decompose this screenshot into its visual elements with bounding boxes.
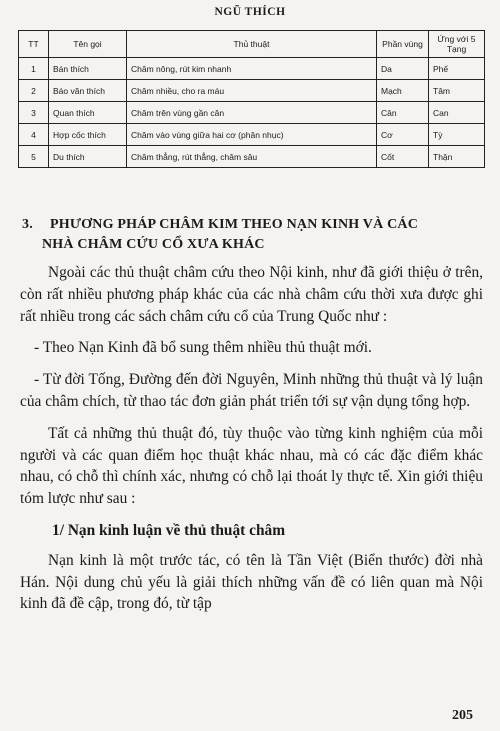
cell-tt: 2 — [19, 80, 49, 102]
cell-phan-vung: Mạch — [377, 80, 429, 102]
cell-ten-goi: Quan thích — [49, 102, 127, 124]
ngu-thich-table — [18, 30, 485, 168]
table-row — [19, 58, 485, 80]
table-row — [19, 124, 485, 146]
page-number: 205 — [452, 708, 473, 723]
cell-ten-goi: Hợp cốc thích — [49, 124, 127, 146]
cell-ung-voi: Tỳ — [429, 124, 485, 146]
cell-thu-thuat: Châm trên vùng gần cân — [127, 102, 377, 124]
paragraph-intro: Ngoài các thủ thuật châm cứu theo Nội kinh, như đã giới thiệu ở trên, còn rất nhiều phương pháp khác của các nhà châm cứu thời xưa được ghi rất nhiều trong các sách châm cứu cổ của Trung Quốc như : — [20, 264, 483, 325]
table-row — [19, 102, 485, 124]
cell-ten-goi: Du thích — [49, 146, 127, 168]
table-header-row — [19, 31, 485, 58]
cell-phan-vung: Cốt — [377, 146, 429, 168]
header-thu-thuat: Thủ thuật — [127, 31, 377, 58]
cell-ung-voi: Thận — [429, 146, 485, 168]
cell-ten-goi: Bán thích — [49, 58, 127, 80]
cell-tt: 4 — [19, 124, 49, 146]
header-tt: TT — [19, 31, 49, 58]
header-ten-goi: Tên gọi — [49, 31, 127, 58]
cell-thu-thuat: Châm nông, rút kim nhanh — [127, 58, 377, 80]
cell-tt: 5 — [19, 146, 49, 168]
body-text — [20, 262, 483, 625]
subheading: 1/ Nạn kinh luận về thủ thuật châm — [52, 521, 286, 539]
table-title: NGŨ THÍCH — [214, 6, 286, 18]
cell-phan-vung: Da — [377, 58, 429, 80]
section-title-line1: PHƯƠNG PHÁP CHÂM KIM THEO NẠN KINH VÀ CÁC — [50, 217, 419, 232]
cell-ten-goi: Báo văn thích — [49, 80, 127, 102]
cell-ung-voi: Phế — [429, 58, 485, 80]
header-ung-voi: Ứng với 5 Tạng — [429, 31, 485, 58]
cell-ung-voi: Can — [429, 102, 485, 124]
cell-thu-thuat: Châm thẳng, rút thẳng, châm sâu — [127, 146, 377, 168]
cell-phan-vung: Cân — [377, 102, 429, 124]
table-row — [19, 80, 485, 102]
cell-phan-vung: Cơ — [377, 124, 429, 146]
cell-tt: 1 — [19, 58, 49, 80]
cell-tt: 3 — [19, 102, 49, 124]
paragraph-bullet-2: - Từ đời Tống, Đường đến đời Nguyên, Minh những thủ thuật và lý luận của châm chích, từ thao tác đơn giản phát triển tới sự vận dụng tổng hợp. — [20, 371, 483, 410]
paragraph-summary: Tất cả những thủ thuật đó, tùy thuộc vào từng kinh nghiệm của mỗi người và các quan điểm học thuật khác nhau, mà có các đặc điểm khác nhau, có chỗ thì chính xác, nhưng có chỗ lại thoát ly thực tế. Xin giới thiệu tóm lược như sau : — [20, 424, 483, 508]
header-phan-vung: Phần vùng — [377, 31, 429, 58]
paragraph-closing: Nạn kinh là một trước tác, có tên là Tần Việt (Biển thước) đời nhà Hán. Nội dung chủ yếu là giải thích những vấn đề có liên quan mà Nội kinh đã đề cập, trong đó, từ tập — [20, 551, 483, 613]
cell-thu-thuat: Châm vào vùng giữa hai cơ (phân nhục) — [127, 124, 377, 146]
section-number: 3. — [22, 217, 33, 232]
cell-ung-voi: Tâm — [429, 80, 485, 102]
paragraph-bullet-1: - Theo Nạn Kinh đã bổ sung thêm nhiều thủ thuật mới. — [34, 339, 372, 357]
table-row — [19, 146, 485, 168]
section-title-line2: NHÀ CHÂM CỨU CỔ XƯA KHÁC — [42, 237, 265, 252]
cell-thu-thuat: Châm nhiều, cho ra máu — [127, 80, 377, 102]
